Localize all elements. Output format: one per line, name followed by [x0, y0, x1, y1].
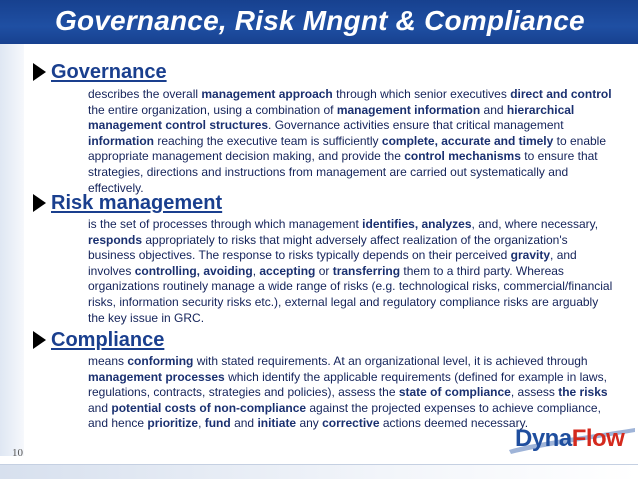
emphasis-text: gravity: [510, 248, 551, 263]
emphasis-text: state of compliance: [398, 385, 511, 400]
emphasis-text: prioritize: [147, 416, 199, 431]
body-text-run: with stated requirements. At an organizational level, it is achieved through: [193, 354, 588, 368]
risk-management-description: [88, 217, 616, 326]
body-text-run: , assess: [510, 385, 559, 400]
body-text-run: and: [88, 400, 112, 415]
body-text-run: and: [230, 416, 258, 431]
body-text-run: appropriately to risks that might adversely affect realization of the organization's business objectives. The response to risks typically depends on their perceived: [88, 232, 568, 263]
compliance-heading-label: Compliance: [51, 329, 165, 351]
arrow-bullet-icon: [33, 194, 46, 212]
body-text-run: describes the overall: [88, 87, 202, 101]
emphasis-text: complete, accurate and timely: [381, 133, 554, 148]
risk-management-heading: [33, 191, 222, 215]
body-text-run: or: [315, 263, 333, 278]
emphasis-text: controlling, avoiding: [134, 263, 253, 278]
emphasis-text: the risks: [558, 385, 608, 400]
page-number: 10: [12, 447, 23, 459]
body-text-run: them to a third party. Whereas organizations routinely manage a wide range of risks (e.g. technological risks, commercial/financial risks, information security risks etc.), external legal and regulatory compliance risks are arguably the key issue in GRC.: [88, 263, 613, 325]
emphasis-text: management information: [336, 102, 481, 117]
governance-description: [88, 87, 616, 196]
body-text-run: to enable appropriate management decision making, and provide the: [88, 133, 607, 164]
title-bar: [0, 0, 638, 44]
emphasis-text: conforming: [127, 354, 194, 368]
body-text-run: reaching the executive team is sufficiently: [154, 133, 382, 148]
governance-heading-label: Governance: [51, 61, 167, 83]
emphasis-text: direct and control: [510, 87, 612, 101]
emphasis-text: responds: [88, 232, 143, 247]
logo-wordmark: [515, 425, 624, 453]
logo-word-flow: Flow: [571, 425, 625, 452]
body-text-run: means: [88, 354, 128, 368]
body-text-run: to ensure that strategies, directions and instructions from management are carried out systematically and effectively.: [88, 149, 598, 195]
body-text-run: ,: [252, 263, 260, 278]
emphasis-text: initiate: [257, 416, 297, 431]
emphasis-text: hierarchical management control structures: [88, 102, 575, 133]
emphasis-text: accepting: [259, 263, 316, 278]
arrow-bullet-icon: [33, 63, 46, 81]
body-text-run: is the set of processes through which management: [88, 217, 363, 231]
body-text-run: against the projected expenses to achieve compliance, and hence: [88, 400, 601, 431]
body-text-run: actions deemed necessary.: [379, 416, 529, 431]
left-decorative-strip: [0, 44, 24, 456]
emphasis-text: potential costs of non-compliance: [111, 400, 307, 415]
slide-title: Governance, Risk Mngnt & Compliance: [55, 5, 585, 36]
risk-management-heading-label: Risk management: [51, 192, 223, 214]
body-text-run: which identify the applicable requirements (defined for example in laws, regulations, contracts, strategies and policies), assess the: [88, 369, 607, 400]
emphasis-text: control mechanisms: [404, 149, 521, 164]
body-text-run: ,: [198, 416, 205, 431]
logo-word-dyna: Dyna: [515, 425, 572, 452]
body-text-run: and: [480, 102, 507, 117]
compliance-heading: [33, 328, 164, 352]
emphasis-text: information: [88, 133, 154, 148]
emphasis-text: transferring: [332, 263, 401, 278]
body-text-run: , and, where necessary,: [471, 217, 599, 231]
body-text-run: . Governance activities ensure that critical management: [268, 118, 564, 133]
emphasis-text: identifies, analyzes: [362, 217, 472, 231]
body-text-run: the entire organization, using a combination of: [88, 102, 337, 117]
emphasis-text: management processes: [88, 369, 225, 384]
bottom-decorative-bar: [0, 464, 638, 479]
dynaflow-logo: [495, 424, 637, 456]
emphasis-text: management approach: [201, 87, 333, 101]
body-text-run: any: [296, 416, 323, 431]
body-text-run: through which senior executives: [332, 87, 511, 101]
governance-heading: [33, 60, 167, 84]
emphasis-text: fund: [204, 416, 231, 431]
arrow-bullet-icon: [33, 331, 46, 349]
body-text-run: , and involves: [88, 248, 577, 278]
emphasis-text: corrective: [322, 416, 380, 431]
compliance-description: [88, 354, 616, 432]
